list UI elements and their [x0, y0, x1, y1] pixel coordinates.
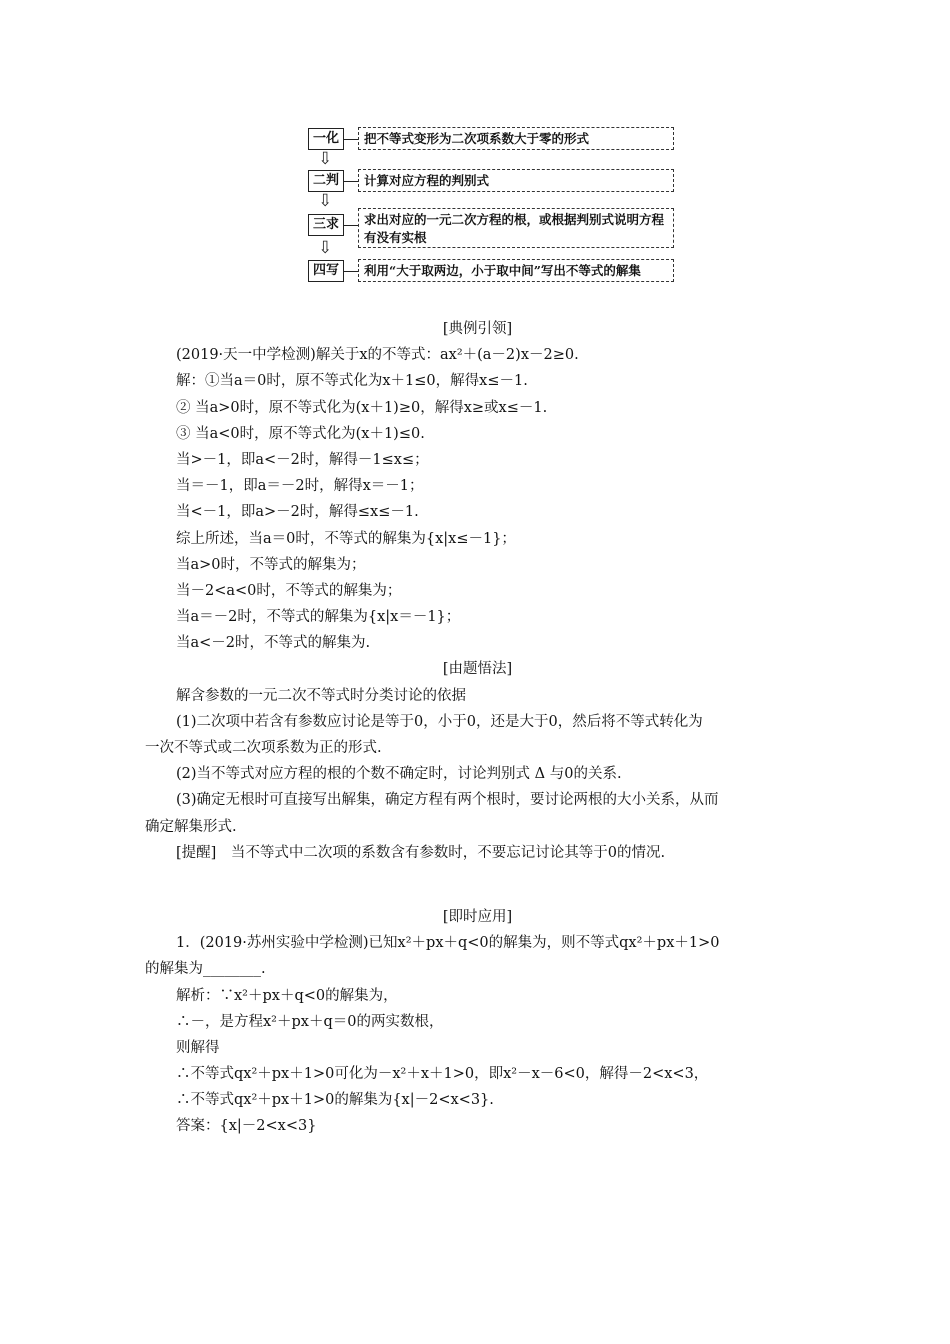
spacer: [145, 866, 810, 904]
step-2-label: 二判: [308, 170, 344, 192]
method-point-1-cont: 一次不等式或二次项系数为正的形式.: [145, 740, 382, 756]
down-arrow-icon: ⇩: [318, 149, 333, 169]
example-line: 当a<－2时，不等式的解集为.: [176, 635, 371, 652]
method-point-1: (1)二次项中若含有参数应讨论是等于0，小于0，还是大于0，然后将不等式转化为: [176, 713, 703, 730]
step-1-text: 把不等式变形为二次项系数大于零的形式: [358, 127, 674, 150]
example-line: 当＝－1，即a＝－2时，解得x＝－1；: [176, 478, 424, 495]
method-point-3-cont: 确定解集形式.: [145, 818, 237, 835]
answer-line: 答案：{x|－2<x<3}: [176, 1118, 317, 1135]
example-line: 解：①当a＝0时，原不等式化为x＋1≤0，解得x≤－1.: [176, 373, 528, 390]
step-4-label: 四写: [308, 260, 344, 282]
method-heading: [由题悟法]: [442, 661, 513, 678]
method-intro: 解含参数的一元二次不等式时分类讨论的依据: [176, 687, 466, 704]
practice-heading: [即时应用]: [442, 908, 513, 925]
main-content: [145, 316, 810, 1140]
example-heading: [典例引领]: [442, 321, 513, 337]
example-line: (2019·天一中学检测)解关于x的不等式：ax²＋(a－2)x－2≥0.: [176, 347, 579, 364]
method-point-3: (3)确定无根时可直接写出解集，确定方程有两个根时，要讨论两根的大小关系，从而: [176, 792, 719, 809]
question-1-cont: 的解集为________.: [145, 961, 266, 978]
solution-line: ∴不等式qx²＋px＋1>0的解集为{x|－2<x<3}.: [176, 1092, 494, 1109]
solution-line: ∴－，是方程x²＋px＋q＝0的两实数根，: [176, 1013, 444, 1030]
solution-line: 解析：∵x²＋px＋q<0的解集为，: [176, 987, 398, 1004]
example-line: 当a＝－2时，不等式的解集为{x|x＝－1}；: [176, 609, 461, 626]
step-1-label: 一化: [308, 128, 344, 150]
example-line: 当>－1，即a<－2时，解得－1≤x≤；: [176, 451, 429, 468]
connector: [344, 271, 358, 272]
method-reminder: [提醒] 当不等式中二次项的系数含有参数时，不要忘记讨论其等于0的情况.: [176, 844, 666, 861]
solution-line: 则解得: [176, 1039, 220, 1056]
example-line: 当－2<a<0时，不等式的解集为；: [176, 582, 402, 599]
step-2-text: 计算对应方程的判别式: [358, 169, 674, 192]
solution-line: ∴不等式qx²＋px＋1>0可化为－x²＋x＋1>0，即x²－x－6<0，解得－2<x<3，: [176, 1066, 709, 1083]
example-line: ③ 当a<0时，原不等式化为(x＋1)≤0.: [176, 425, 425, 442]
flowchart: [0, 0, 950, 300]
example-line: 当a>0时，不等式的解集为；: [176, 556, 366, 573]
connector: [344, 225, 358, 226]
step-3-label: 三求: [308, 214, 344, 236]
connector: [344, 181, 358, 182]
down-arrow-icon: ⇩: [318, 238, 333, 258]
connector: [344, 139, 358, 140]
example-line: ② 当a>0时，原不等式化为(x＋1)≥0，解得x≥或x≤－1.: [176, 399, 548, 416]
method-point-2: (2)当不等式对应方程的根的个数不确定时，讨论判别式 Δ 与0的关系.: [176, 766, 622, 783]
down-arrow-icon: ⇩: [318, 191, 333, 211]
example-line: 当<－1，即a>－2时，解得≤x≤－1.: [176, 504, 419, 521]
question-1: 1．(2019·苏州实验中学检测)已知x²＋px＋q<0的解集为，则不等式qx²＋px＋1>0: [176, 935, 720, 952]
step-4-text: 利用“大于取两边，小于取中间”写出不等式的解集: [358, 259, 674, 282]
step-3-text: 求出对应的一元二次方程的根，或根据判别式说明方程有没有实根: [358, 208, 674, 248]
example-line: 综上所述，当a＝0时，不等式的解集为{x|x≤－1}；: [176, 530, 516, 547]
